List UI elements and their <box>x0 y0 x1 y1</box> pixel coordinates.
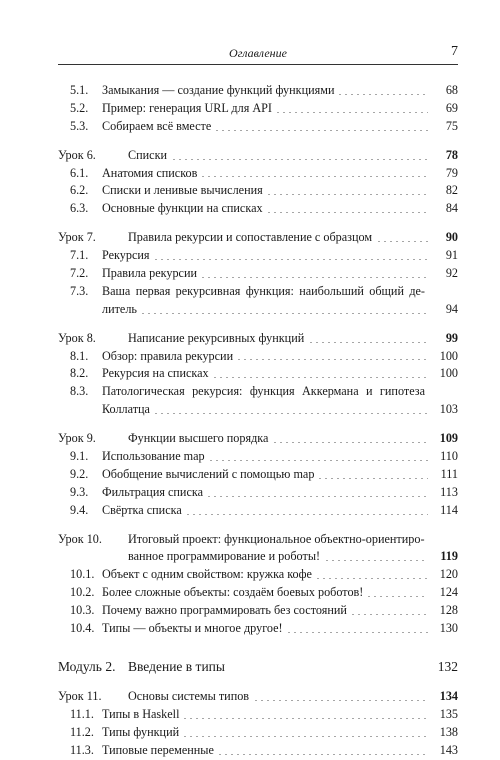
toc-entry[interactable]: 9.1. Использование map 110 <box>70 449 458 464</box>
toc-entry[interactable]: 6.3. Основные функции на списках 84 <box>70 201 458 216</box>
header-title: Оглавление <box>229 46 287 60</box>
toc-entry[interactable]: 9.3. Фильтрация списка 113 <box>70 484 458 499</box>
toc-entry[interactable]: 10.2. Более сложные объекты: создаём боевых роботов! 124 <box>70 585 458 600</box>
toc-lesson-wrapped[interactable]: Урок 10. Итоговый проект: функциональное объектно-ориентиро- <box>58 531 425 546</box>
toc-lesson[interactable]: Урок 9. Функции высшего порядка 109 <box>58 431 458 446</box>
toc-entry[interactable]: 9.4. Свёртка списка 114 <box>70 502 458 517</box>
toc-lesson[interactable]: Урок 6. Списки 78 <box>58 147 458 162</box>
toc-lesson[interactable]: Урок 11. Основы системы типов 134 <box>58 688 458 703</box>
table-of-contents <box>58 82 458 760</box>
toc-entry-continued[interactable]: Коллатца 103 <box>102 402 458 417</box>
toc-entry[interactable]: 6.1. Анатомия списков 79 <box>70 165 458 180</box>
toc-lesson[interactable]: Урок 8. Написание рекурсивных функций 99 <box>58 330 458 345</box>
toc-entry[interactable]: 8.2. Рекурсия на списках 100 <box>70 366 458 381</box>
header-page-number: 7 <box>451 44 458 59</box>
toc-entry[interactable]: 11.3. Типовые переменные 143 <box>70 742 458 757</box>
toc-entry-continued[interactable]: литель 94 <box>102 301 458 316</box>
toc-module[interactable]: Модуль 2. Введение в типы 132 <box>58 658 458 674</box>
running-header <box>58 44 458 65</box>
toc-entry[interactable]: 11.1. Типы в Haskell 135 <box>70 706 458 721</box>
toc-entry[interactable]: 7.2. Правила рекурсии 92 <box>70 266 458 281</box>
toc-entry[interactable]: 5.2. Пример: генерация URL для API 69 <box>70 100 458 115</box>
toc-entry[interactable]: 11.2. Типы функций 138 <box>70 724 458 739</box>
toc-entry[interactable]: 10.1. Объект с одним свойством: кружка кофе 120 <box>70 567 458 582</box>
toc-entry[interactable]: 9.2. Обобщение вычислений с помощью map 111 <box>70 466 458 481</box>
toc-entry[interactable]: 10.4. Типы — объекты и многое другое! 130 <box>70 621 458 636</box>
toc-entry[interactable]: 5.1. Замыкания — создание функций функциями 68 <box>70 83 458 97</box>
toc-entry[interactable]: 5.3. Собираем всё вместе 75 <box>70 118 458 133</box>
toc-entry-wrapped[interactable]: 7.3. Ваша первая рекурсивная функция: наибольший общий де- <box>70 283 425 298</box>
toc-entry[interactable]: 8.1. Обзор: правила рекурсии 100 <box>70 348 458 363</box>
toc-entry[interactable]: 6.2. Списки и ленивые вычисления 82 <box>70 183 458 198</box>
toc-entry[interactable]: 10.3. Почему важно программировать без состояний 128 <box>70 603 458 618</box>
toc-lesson-continued[interactable]: ванное программирование и роботы! 119 <box>128 549 458 564</box>
toc-entry-wrapped[interactable]: 8.3. Патологическая рекурсия: функция Аккермана и гипотеза <box>70 384 425 399</box>
toc-entry[interactable]: 7.1. Рекурсия 91 <box>70 248 458 263</box>
toc-lesson[interactable]: Урок 7. Правила рекурсии и сопоставление с образцом 90 <box>58 230 458 245</box>
